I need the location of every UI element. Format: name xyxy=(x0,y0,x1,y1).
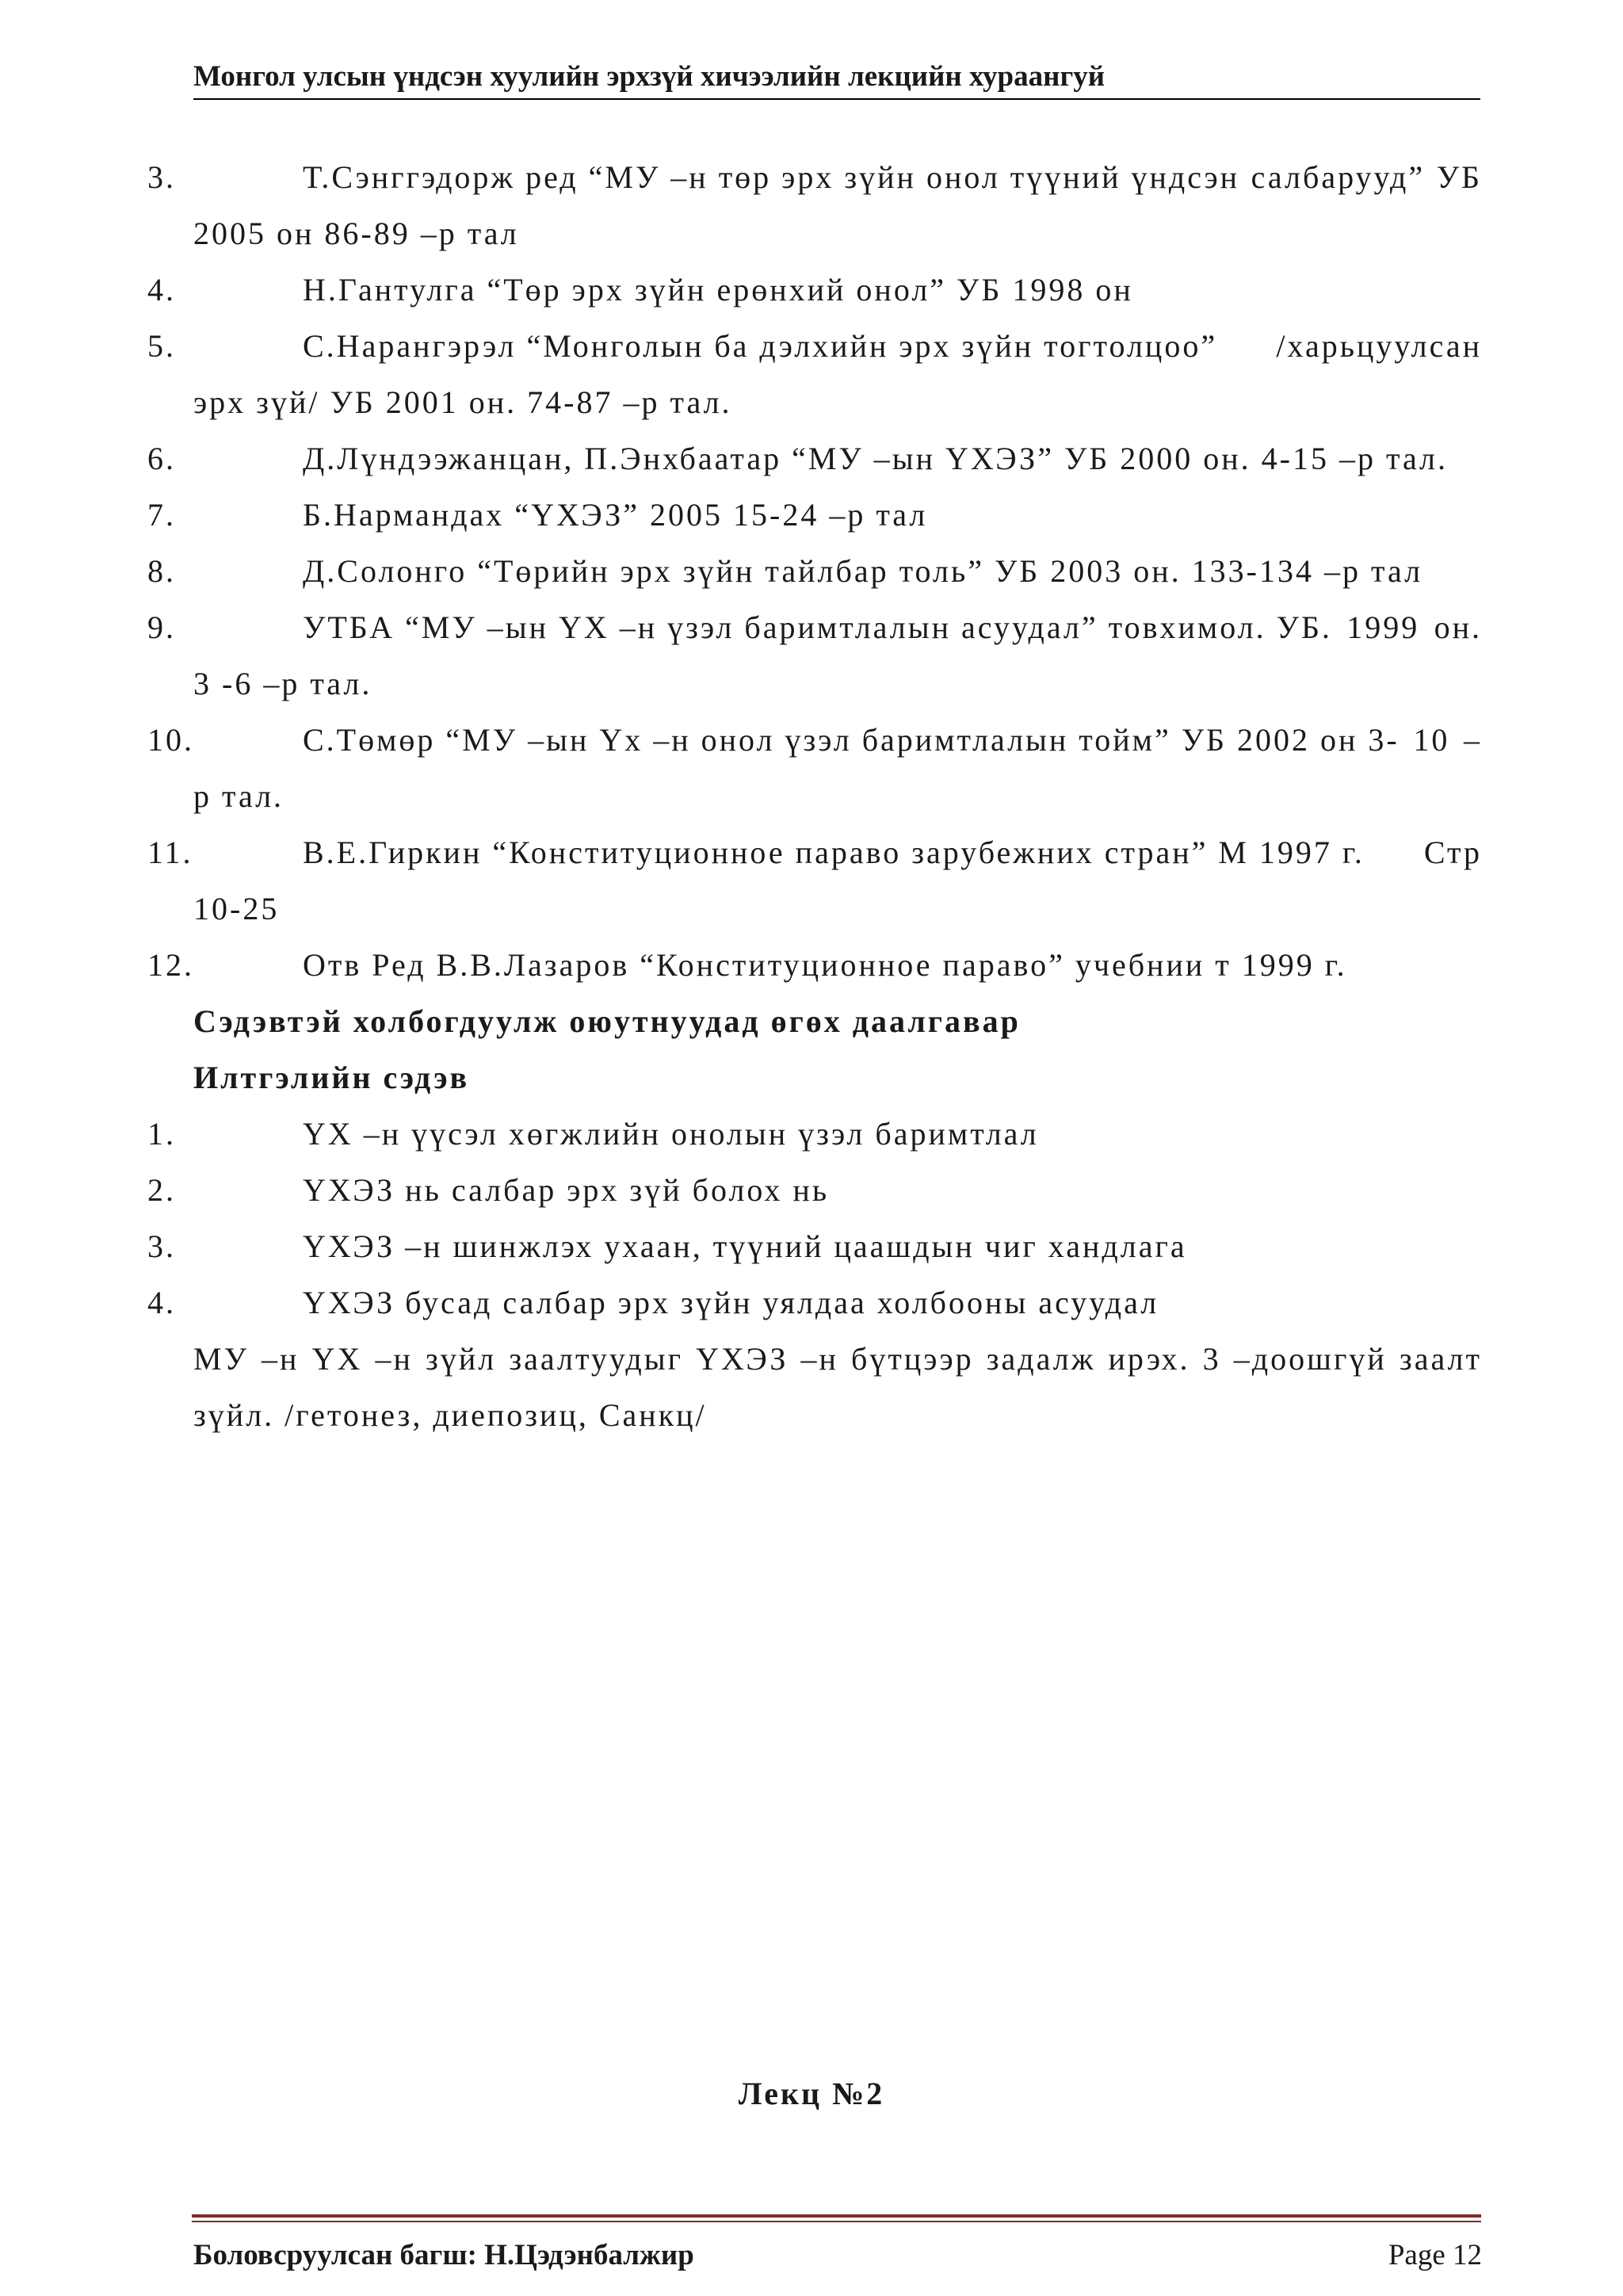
reference-text-continued: Стр 10-25 xyxy=(193,835,1482,926)
reference-text: В.Е.Гиркин “Конституционное параво зарубежних стран” М 1997 г. xyxy=(303,835,1365,870)
lecture-label: Лекц №2 xyxy=(738,2076,885,2111)
reference-text: С.Нарангэрэл “Монголын ба дэлхийн эрх зүйн тогтолцоо” xyxy=(303,328,1218,364)
topic-text: ҮХ –н үүсэл хөгжлийн онолын үзэл баримтлал xyxy=(303,1116,1039,1152)
running-header: Монгол улсын үндсэн хуулийн эрхзүй хичээлийн лекцийн хураангуй xyxy=(193,57,1480,100)
reference-item xyxy=(147,318,1482,430)
topics-heading: Илтгэлийн сэдэв xyxy=(193,1060,470,1095)
reference-item xyxy=(147,149,1482,262)
reference-item xyxy=(147,824,1482,937)
reference-list xyxy=(147,149,1482,993)
reference-number: 3. xyxy=(147,159,176,195)
reference-item xyxy=(147,937,1482,993)
reference-text-continued: 1999 он. 3 -6 –р тал. xyxy=(193,609,1483,701)
reference-text-continued: /харьцуулсан эрх зүй/ УБ 2001 он. 74-87 –р тал. xyxy=(193,328,1482,420)
reference-text-continued: тал. xyxy=(1385,441,1449,476)
reference-text-continued: салбарууд” УБ 2005 он 86-89 –р тал xyxy=(193,159,1482,251)
topic-text: ҮХЭЗ –н шинжлэх ухаан, түүний цаашдын чиг хандлага xyxy=(303,1228,1187,1264)
reference-item xyxy=(147,599,1482,712)
reference-text: Т.Сэнггэдорж ред “МУ –н төр эрх зүйн онол түүний үндсэн xyxy=(303,159,1240,195)
topic-item xyxy=(147,1106,1482,1162)
reference-text: Н.Гантулга “Төр эрх зүйн ерөнхий онол” УБ 1998 он xyxy=(303,272,1133,308)
reference-number: 10. xyxy=(147,722,194,758)
page-content xyxy=(147,149,1482,1443)
reference-text: С.Төмөр “МУ –ын Үх –н онол үзэл баримтлалын тойм” УБ 2002 он 3- xyxy=(303,722,1400,758)
topic-number: 4. xyxy=(147,1285,176,1320)
topic-list xyxy=(147,1106,1482,1331)
topic-number: 3. xyxy=(147,1228,176,1264)
reference-item xyxy=(147,543,1482,599)
topic-text: ҮХЭЗ нь салбар эрх зүй болох нь xyxy=(303,1172,830,1208)
reference-number: 11. xyxy=(147,835,193,870)
assignment-heading: Сэдэвтэй холбогдуулж оюутнуудад өгөх даалгавар xyxy=(193,1003,1021,1039)
reference-number: 9. xyxy=(147,609,176,645)
reference-number: 4. xyxy=(147,272,176,308)
reference-text-continued: тал xyxy=(1371,553,1423,589)
reference-item xyxy=(147,430,1482,487)
footer-author: Боловсруулсан багш: Н.Цэдэнбалжир xyxy=(193,2239,694,2271)
reference-text: Д.Солонго “Төрийн эрх зүйн тайлбар толь” УБ 2003 он. 133-134 –р xyxy=(303,553,1361,589)
topic-text: ҮХЭЗ бусад салбар эрх зүйн уялдаа холбооны асуудал xyxy=(303,1285,1159,1320)
reference-item xyxy=(147,487,1482,543)
topic-item xyxy=(147,1162,1482,1218)
footer-rule-thin xyxy=(192,2221,1481,2222)
reference-text: Д.Лүндээжанцан, П.Энхбаатар “МУ –ын ҮХЭЗ” УБ 2000 он. 4-15 –р xyxy=(303,441,1376,476)
reference-number: 7. xyxy=(147,497,176,533)
reference-text: Б.Нармандах “ҮХЭЗ” 2005 15-24 –р тал xyxy=(303,497,928,533)
reference-number: 5. xyxy=(147,328,176,364)
reference-item xyxy=(147,262,1482,318)
reference-number: 12. xyxy=(147,947,194,983)
topic-item xyxy=(147,1218,1482,1274)
reference-text-continued: 10 –р тал. xyxy=(193,722,1482,814)
reference-number: 8. xyxy=(147,553,176,589)
topic-number: 2. xyxy=(147,1172,176,1208)
topic-item xyxy=(147,1274,1482,1331)
reference-item xyxy=(147,712,1482,824)
page-number: Page 12 xyxy=(1388,2239,1482,2271)
reference-text: УТБА “МУ –ын ҮХ –н үзэл баримтлалын асуудал” товхимол. УБ. xyxy=(303,609,1332,645)
closing-paragraph: МУ –н ҮХ –н зүйл заалтуудыг ҮХЭЗ –н бүтцээр задалж ирэх. 3 –доошгүй заалт зүйл. /гетонез, диепозиц, Санкц/ xyxy=(193,1341,1482,1433)
reference-text: Отв Ред В.В.Лазаров “Конституционное параво” учебнии т 1999 г. xyxy=(303,947,1347,983)
reference-number: 6. xyxy=(147,441,176,476)
topic-number: 1. xyxy=(147,1116,176,1152)
footer-rule-thick xyxy=(192,2214,1481,2218)
